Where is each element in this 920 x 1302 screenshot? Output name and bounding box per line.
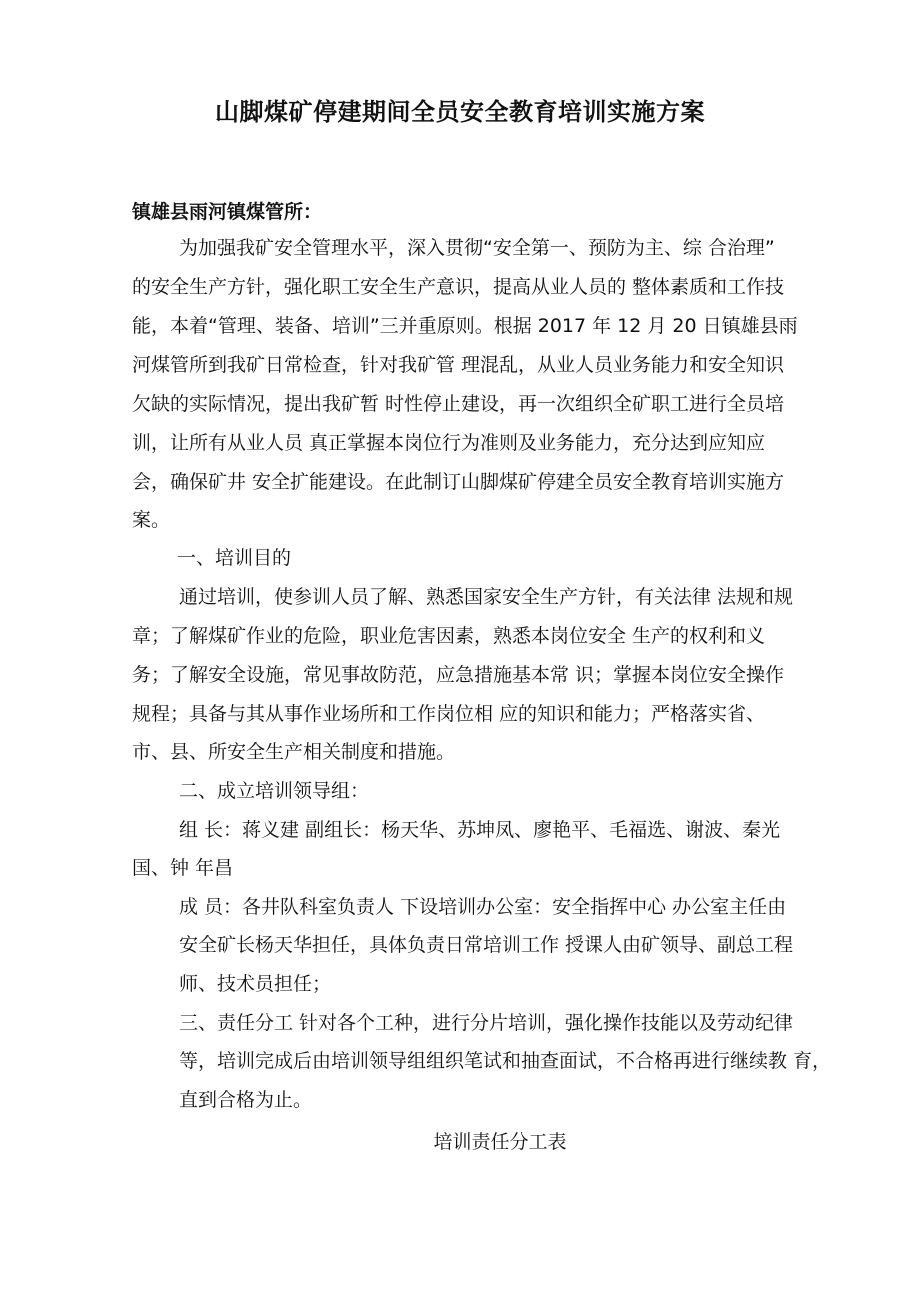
- section1-line: 务；了解安全设施，常见事故防范，应急措施基本常 识；掌握本岗位安全操作: [132, 664, 785, 686]
- section2-line: 组 长：蒋义建 副组长：杨天华、苏坤凤、廖艳平、毛福选、谢波、秦光: [179, 819, 781, 841]
- intro-line: 训，让所有从业人员 真正掌握本岗位行为准则及业务能力，充分达到应知应: [132, 432, 766, 454]
- intro-line: 河煤管所到我矿日常检查，针对我矿管 理混乱，从业人员业务能力和安全知识: [132, 354, 785, 376]
- section2-line: 国、钟 年昌: [132, 857, 234, 879]
- section2-line: 安全矿长杨天华担任，具体负责日常培训工作 授课人由矿领导、副总工程: [179, 934, 794, 956]
- section1-line: 规程；具备与其从事作业场所和工作岗位相 应的知识和能力；严格落实省、: [132, 703, 766, 725]
- document-title: 山脚煤矿停建期间全员安全教育培训实施方案: [215, 98, 705, 126]
- section1-line: 通过培训，使参训人员了解、熟悉国家安全生产方针，有关法律 法规和规: [179, 586, 794, 608]
- section1-line: 章；了解煤矿作业的危险，职业危害因素，熟悉本岗位安全 生产的权利和义: [132, 625, 766, 647]
- intro-line: 为加强我矿安全管理水平，深入贯彻“安全第一、预防为主、综 合治理”: [179, 237, 775, 259]
- section-heading-leadership: 二、成立培训领导组：: [179, 780, 370, 802]
- table-caption: 培训责任分工表: [433, 1131, 567, 1153]
- section2-line: 师、技术员担任；: [179, 973, 332, 995]
- section-heading-purpose: 一、培训目的: [177, 547, 292, 569]
- intro-line: 能，本着“管理、装备、培训”三并重原则。根据 2017 年 12 月 20 日镇雄县雨: [132, 315, 798, 337]
- intro-line: 案。: [132, 509, 171, 531]
- addressee: 镇雄县雨河镇煤管所：: [132, 201, 323, 223]
- section3-line: 三、责任分工 针对各个工种，进行分片培训，强化操作技能以及劳动纪律: [179, 1012, 794, 1034]
- intro-line: 欠缺的实际情况，提出我矿暂 时性停止建设，再一次组织全矿职工进行全员培: [132, 393, 785, 415]
- section3-line: 等，培训完成后由培训领导组组织笔试和抽查面试，不合格再进行继续教 育，: [179, 1050, 832, 1072]
- section1-line: 市、县、所安全生产相关制度和措施。: [132, 741, 456, 763]
- section2-line: 成 员：各井队科室负责人 下设培训办公室：安全指挥中心 办公室主任由: [179, 896, 787, 918]
- intro-line: 的安全生产方针，强化职工安全生产意识，提高从业人员的 整体素质和工作技: [132, 276, 785, 298]
- intro-line: 会，确保矿井 安全扩能建设。在此制订山脚煤矿停建全员安全教育培训实施方: [132, 471, 785, 493]
- section3-line: 直到合格为止。: [179, 1089, 313, 1111]
